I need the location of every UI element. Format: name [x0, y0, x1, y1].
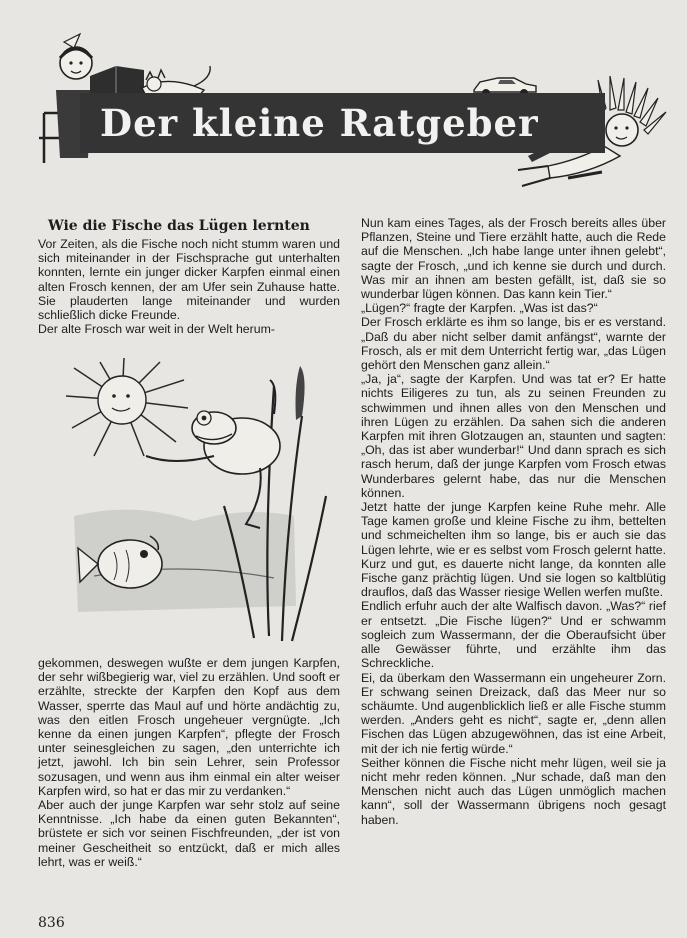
paragraph: gekommen, deswegen wußte er dem jungen Karpfen, der sehr wißbegierig war, viel zu erzählen. Und sooft er erzählte, streckte der Karpfen den Kopf aus dem Wasser, sperrte das Maul auf und hörte andächtig zu, was den eitlen Frosch ungeheuer vergnügte. „Ich kenne da einen jungen Karpfen“, pflegte der Frosch unter seinesgleichen zu sagen, „den unterrichte ich jetzt, jawohl. Ich bin sein Lehrer, sein Professor sozusagen, und wenn aus ihm einmal ein alter weiser Karpfen wird, so hat er das mir zu verdanken.“ — [38, 656, 340, 798]
paragraph: „Ja, ja“, sagte der Karpfen. Und was tat er? Er hatte nichts Eiligeres zu tun, als zu seinen Freunden zu schwimmen und ihnen alles von den Menschen und ihren Lügen zu erzählen. Da sahen sich die anderen Karpfen mit ihren Glotzaugen an, staunten und sagten: „Oh, das ist aber wunderbar!“ Und dann sprach es sich rasch herum, daß der junge Karpfen vom Frosch etwas Wunderbares gelernt habe, das nur die Menschen können. — [361, 372, 666, 500]
paragraph: Vor Zeiten, als die Fische noch nicht stumm waren und sich miteinander in der Fischsprache gut unterhalten konnten, lernte ein junger dicker Karpfen einmal einen alten Frosch kennen, der am Ufer sein Zuhause hatte. Sie plauderten lange miteinander und wurden schließlich dicke Freunde. — [38, 237, 340, 323]
left-column-top — [38, 237, 340, 336]
frog-sun-fish-illustration — [64, 356, 336, 646]
left-column-bottom — [38, 656, 340, 869]
page-number: 836 — [38, 915, 65, 931]
paragraph: „Lügen?“ fragte der Karpfen. „Was ist das?“ — [361, 301, 598, 316]
article-title: Wie die Fische das Lügen lernten — [48, 218, 310, 234]
page-title: Der kleine Ratgeber — [100, 101, 539, 145]
title-banner — [80, 93, 605, 153]
paragraph: Der Frosch erklärte es ihm so lange, bis er es verstand. „Daß du aber nicht selber damit anfängst“, warnte der Frosch, als er mit dem Unterricht fertig war, „das Lügen gehört den Menschen ganz allein.“ — [361, 315, 666, 373]
header-banner — [0, 0, 687, 215]
paragraph: Aber auch der junge Karpfen war sehr stolz auf seine Kenntnisse. „Ich habe da einen guten Bekannten“, brüstete er sich vor seinen Fischfreunden, „der ist von meiner Gescheitheit so entzückt, daß er mich alles lehrt, was er weiß.“ — [38, 798, 340, 869]
right-column — [361, 216, 666, 827]
paragraph: Jetzt hatte der junge Karpfen keine Ruhe mehr. Alle Tage kamen große und kleine Fische zu ihm, bettelten und schmeichelten ihm so lange, bis er auch sie das Lügen lehrte, wie er es selbst vom Frosch gelernt hatte. Kurz und gut, es dauerte nicht lange, da konnten alle Fische ganz prächtig lügen. Und sie logen so kaltblütig drauflos, daß das Wasser riesige Wellen werfen mußte. — [361, 500, 666, 600]
paragraph: Ei, da überkam den Wassermann ein ungeheurer Zorn. Er schwang seinen Dreizack, daß das Meer nur so schäumte. Und augenblicklich ließ er alle Fische stumm werden. „Anders geht es nicht“, sagte er, „denn allen Fischen das Lügen abzugewöhnen, das ist eine Arbeit, mit der ich nie fertig würde.“ — [361, 670, 666, 756]
paragraph: Seither können die Fische nicht mehr lügen, weil sie ja nicht mehr reden können. „Nur schade, daß man den Menschen nicht auch das Lügen unmöglich machen kann“, soll der Wassermann übrigens noch gesagt haben. — [361, 755, 666, 827]
paragraph: Nun kam eines Tages, als der Frosch bereits alles über Pflanzen, Steine und Tiere erzählt hatte, auch die Rede auf die Menschen. „Ich habe lange unter ihnen gelebt“, sagte der Frosch, „und ich kenne sie durch und durch. Was mir an ihnen am besten gefällt, ist, daß sie so wunderbar lügen können. Das kann kein Tier.“ — [361, 216, 666, 302]
paragraph: Der alte Frosch war weit in der Welt herum- — [38, 322, 275, 337]
paragraph: Endlich erfuhr auch der alte Walfisch davon. „Was?“ rief er entsetzt. „Die Fische lügen?“ Und er schwamm sogleich zum Wassermann, der die Oberaufsicht über alle Gewässer führte, und erzählte ihm das Schreckliche. — [361, 599, 666, 671]
